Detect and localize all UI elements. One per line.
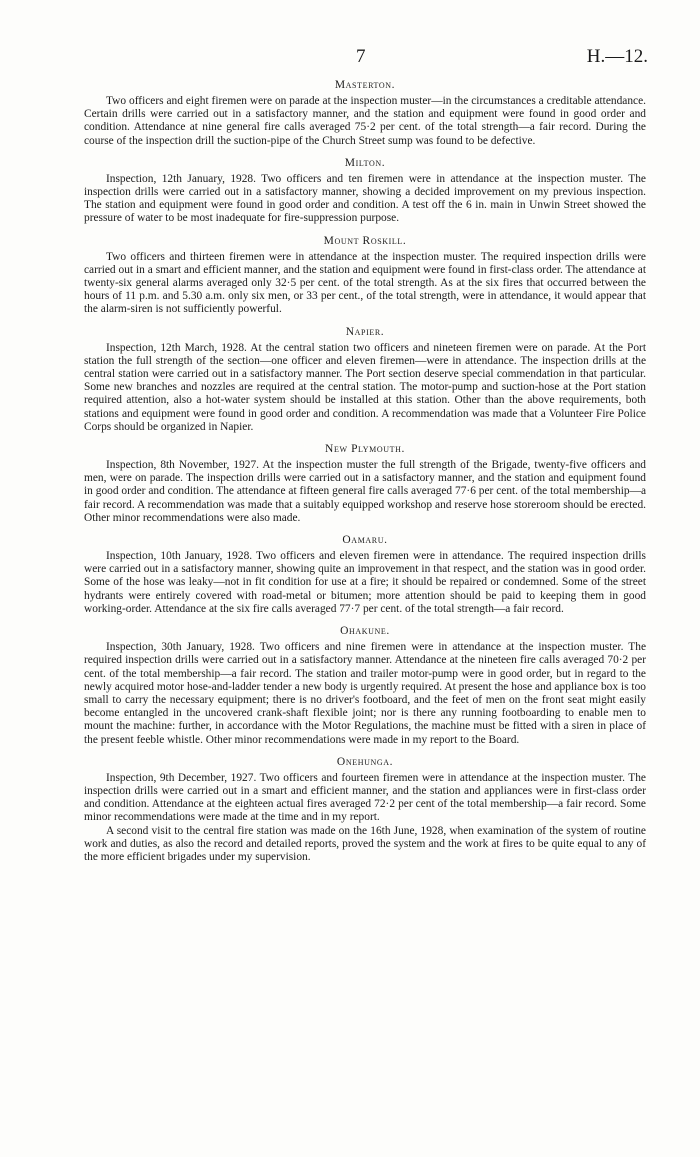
paragraph: Inspection, 30th January, 1928. Two officers and nine firemen were in attendance at the inspection muster. The required inspection drills were carried out in a satisfactory manner. Attendance at the nineteen fire calls averaged 70·2 per cent. of the total membership—a fair record. The station and trailer motor-pump were in good order, but in regard to the newly acquired motor hose-and-ladder tender a new body is urgently required. At present the hose and appliance box is too small to carry the necessary equipment; there is no driver's footboard, and the feet of men on the front seat might easily become entangled in the uncovered crank-shaft flexible joint; nor is there any running footboarding to enable men to mount the machine: further, in accordance with the Motor Regulations, the machine must be fitted with a siren in place of the present feeble whistle. Other minor recommendations were made in my report to the Board. bbox=[84, 641, 646, 746]
page-body bbox=[84, 78, 646, 872]
section-title: Ohakune. bbox=[340, 625, 390, 638]
section-title: Masterton. bbox=[334, 79, 396, 91]
paragraph: Two officers and thirteen firemen were in attendance at the inspection muster. The required inspection drills were carried out in a smart and efficient manner, and the station and equipment were found in first-class order. The attendance at twenty-six general alarms averaged only 32·5 per cent. of the total strength. As at the six fires that occurred between the hours of 11 p.m. and 5.30 a.m. only six men, or 33 per cent., of the total strength, were in attendance, it would appear that the alarm-siren is not sufficiently powerful. bbox=[84, 250, 646, 316]
section-title: Onehunga. bbox=[336, 755, 394, 768]
paragraph: A second visit to the central fire station was made on the 16th June, 1928, when examination of the system of routine work and duties, as also the record and detailed reports, proved the system and the work at fires to be quite equal to any of the more efficient brigades under my supervision. bbox=[84, 824, 646, 863]
section-title: Milton. bbox=[344, 156, 386, 169]
section-title: Napier. bbox=[345, 325, 385, 338]
section-title: Mount Roskill. bbox=[323, 234, 407, 247]
paragraph: Inspection, 9th December, 1927. Two officers and fourteen firemen were in attendance at the inspection muster. The inspection drills were carried out in a smart and efficient manner, and the station and appliances were in first-class order and condition. Attendance at the eighteen actual fires averaged 72·2 per cent of the total membership—a fair record. Some minor recommendations were made at the time and in my report. bbox=[84, 771, 646, 824]
section-napier bbox=[84, 325, 646, 434]
section-oamaru bbox=[84, 533, 646, 616]
page-number: 7 bbox=[356, 46, 366, 67]
section-masterton bbox=[84, 78, 646, 148]
section-ohakune bbox=[84, 624, 646, 747]
section-milton bbox=[84, 156, 646, 226]
paragraph: Inspection, 12th January, 1928. Two officers and ten firemen were in attendance at the inspection muster. The inspection drills were carried out in a satisfactory manner, showing a decided improvement on my previous inspection. The station and equipment were found in good order and condition. A test off the 6 in. main in Unwin Street showed the pressure of water to be most inadequate for fire-suppression purpose. bbox=[84, 172, 646, 225]
section-title: Oamaru. bbox=[342, 534, 388, 547]
document-reference: H.—12. bbox=[586, 46, 648, 67]
paragraph: Two officers and eight firemen were on parade at the inspection muster—in the circumstances a creditable attendance. Certain drills were carried out in a satisfactory manner, and the station and equipment were found in good order and condition. Attendance at nine general fire calls averaged 75·2 per cent. of the total strength—a fair record. During the course of the inspection drill the suction-pipe of the Church Street sump was found to be defective. bbox=[84, 95, 646, 147]
page-header bbox=[0, 46, 700, 70]
section-new-plymouth bbox=[84, 442, 646, 525]
paragraph: Inspection, 8th November, 1927. At the inspection muster the full strength of the Brigade, twenty-five officers and men, were on parade. The inspection drills were carried out in a satisfactory manner, and the station and equipment found in good order and condition. The attendance at fifteen general fire calls averaged 77·6 per cent. of the total membership—a fair record. A recommendation was made that a suitably equipped workshop and reserve hose storeroom should be erected. Other minor recommendations were also made. bbox=[84, 459, 646, 524]
section-onehunga bbox=[84, 755, 646, 864]
paragraph: Inspection, 10th January, 1928. Two officers and eleven firemen were in attendance. The required inspection drills were carried out in a satisfactory manner, showing quite an improvement in that respect, and the station was in good order. Some of the hose was leaky—not in fit condition for use at a fire; it should be repaired or condemned. Some of the street hydrants were entirely covered with road-metal or bitumen; more attention should be paid to keeping them in good working-order. Attendance at the six fire calls averaged 77·7 per cent. of the total strength—a fair record. bbox=[84, 550, 646, 615]
paragraph: Inspection, 12th March, 1928. At the central station two officers and nineteen firemen were on parade. At the Port station the full strength of the section—one officer and eleven firemen—were in attendance. The inspection drills at the central station were carried out in a satisfactory manner. The Port section deserve special commendation in that particular. Some new branches and nozzles are required at the central station. The motor-pump and suction-hose at the Port station required attention, also a hot-water system should be installed at this station. Other than the above requirements, both stations and equipment were found in good order and condition. A recommendation was made that a Volunteer Fire Police Corps should be organized in Napier. bbox=[84, 341, 646, 433]
section-mount-roskill bbox=[84, 234, 646, 317]
section-title: New Plymouth. bbox=[325, 443, 405, 456]
